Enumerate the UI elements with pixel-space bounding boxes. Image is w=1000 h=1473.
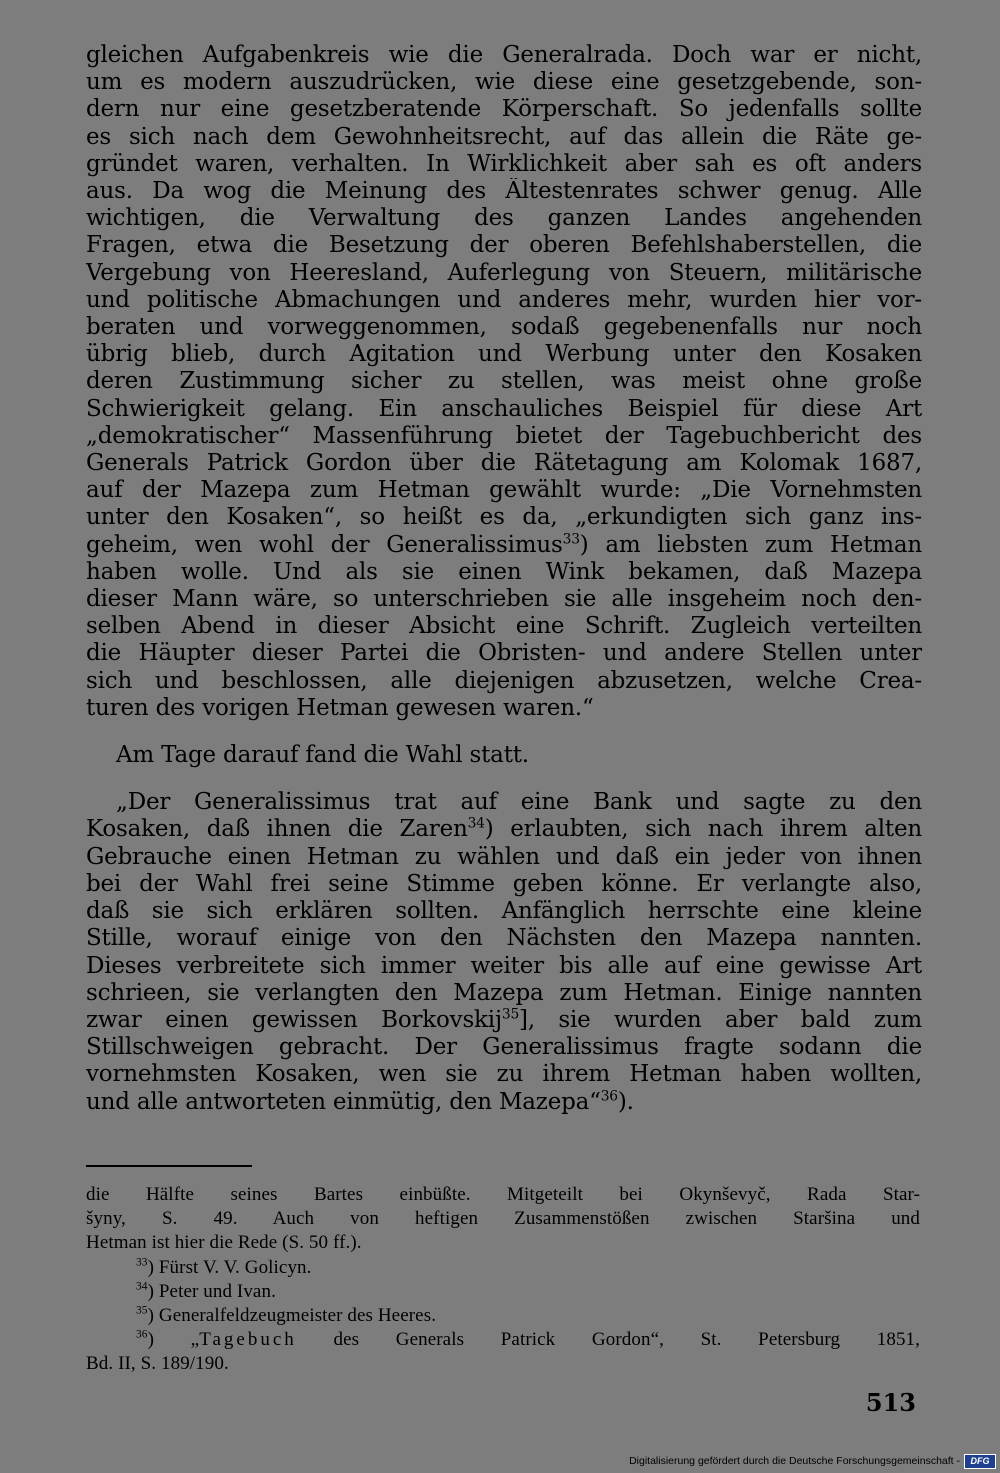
- text-segment: ).: [617, 1088, 634, 1115]
- footnote-number: 36: [136, 1328, 148, 1341]
- text-line: vornehmsten Kosaken, wen sie zu ihrem Hetman haben wollten,: [86, 1061, 922, 1088]
- text-segment: ) erlaubten, sich nach ihrem alten: [484, 816, 922, 843]
- text-line: dern nur eine gesetzberatende Körperschaft. So jedenfalls sollte: [86, 96, 922, 123]
- text-line: selben Abend in dieser Absicht eine Schrift. Zugleich verteilten: [86, 613, 922, 640]
- text-line: [86, 816, 922, 843]
- text-line: [86, 532, 922, 559]
- text-line: turen des vorigen Hetman gewesen waren.“: [86, 694, 594, 721]
- text-line: Schwierigkeit gelang. Ein anschauliches Beispiel für diese Art: [86, 395, 922, 422]
- text-line: [86, 1089, 922, 1116]
- text-line: gründet waren, verhalten. In Wirklichkeit aber sah es oft anders: [86, 150, 922, 177]
- text-line: Stille, worauf einige von den Nächsten den Mazepa nannten.: [86, 925, 922, 952]
- text-line: unter den Kosaken“, so heißt es da, „erkundigten sich ganz ins-: [86, 504, 922, 531]
- footnote-line: šyny, S. 49. Auch von heftigen Zusammenstößen zwischen Staršina und: [86, 1208, 920, 1230]
- text-line: dieser Mann wäre, so unterschrieben sie alle insgeheim noch den-: [86, 586, 922, 613]
- text-segment: Kosaken, daß ihnen die Zaren: [86, 816, 468, 843]
- footnote-35: [86, 1304, 920, 1328]
- dfg-logo: DFG: [964, 1454, 996, 1469]
- text-line: deren Zustimmung sicher zu stellen, was meist ohne große: [86, 368, 922, 395]
- digitization-credit: [629, 1452, 996, 1470]
- text-segment: ], sie wurden aber bald zum: [519, 1006, 922, 1033]
- text-line: wichtigen, die Verwaltung des ganzen Landes angehenden: [86, 205, 922, 232]
- text-line: daß sie sich erklären sollten. Anfänglich herrschte eine kleine: [86, 898, 922, 925]
- text-line: auf der Mazepa zum Hetman gewählt wurde: „Die Vornehmsten: [86, 477, 922, 504]
- main-text: [86, 42, 922, 1116]
- footnote-33: [86, 1256, 920, 1280]
- text-line: Dieses verbreitete sich immer weiter bis alle auf eine gewisse Art: [86, 952, 922, 979]
- text-line: die Häupter dieser Partei die Obristen- und andere Stellen unter: [86, 640, 922, 667]
- text-line: haben wolle. Und als sie einen Wink bekamen, daß Mazepa: [86, 558, 922, 585]
- text-line: bei der Wahl frei seine Stimme geben könne. Er verlangte also,: [86, 870, 922, 897]
- text-line: Vergebung von Heeresland, Auferlegung von Steuern, militärische: [86, 259, 922, 286]
- footnote-text: ) Peter und Ivan.: [147, 1280, 276, 1302]
- text-segment: zwar einen gewissen Borkovskij: [86, 1006, 502, 1033]
- footnote-36: [86, 1328, 920, 1352]
- footnote-rule: [86, 1165, 252, 1167]
- text-segment: und alle antworteten einmütig, den Mazepa“: [86, 1088, 601, 1115]
- footnote-text-spaced: Tagebuch: [199, 1329, 297, 1351]
- text-line: um es modern auszudrücken, wie diese eine gesetzgebende, son-: [86, 69, 922, 96]
- text-line: Am Tage darauf fand die Wahl statt.: [116, 742, 529, 769]
- page-number: 513: [865, 1388, 916, 1417]
- footnote-ref-36[interactable]: 36: [600, 1088, 618, 1104]
- text-line: Generals Patrick Gordon über die Rätetagung am Kolomak 1687,: [86, 450, 922, 477]
- footnote-number: 34: [136, 1280, 148, 1293]
- footnote-ref-34[interactable]: 34: [467, 816, 485, 832]
- footnote-ref-35[interactable]: 35: [501, 1006, 520, 1023]
- footnote-text: ) „: [147, 1329, 200, 1351]
- footnote-34: [86, 1280, 920, 1304]
- footnote-ref-33[interactable]: 33: [562, 531, 580, 547]
- paragraph-1: [86, 42, 922, 722]
- text-line: Stillschweigen gebracht. Der Generalissimus fragte sodann die: [86, 1034, 922, 1061]
- footnote-line: Bd. II, S. 189/190.: [86, 1353, 229, 1375]
- text-line: gleichen Aufgabenkreis wie die Generalrada. Doch war er nicht,: [86, 42, 922, 68]
- text-line: es sich nach dem Gewohnheitsrecht, auf das allein die Räte ge-: [86, 123, 922, 150]
- text-line: beraten und vorweggenommen, sodaß gegebenenfalls nur noch: [86, 314, 922, 341]
- text-line: „Der Generalissimus trat auf eine Bank und sagte zu den: [116, 789, 922, 816]
- footnote-text: des Generals Patrick Gordon“, St. Petersburg 1851,: [296, 1329, 920, 1351]
- text-line: und politische Abmachungen und anderes mehr, wurden hier vor-: [86, 286, 922, 313]
- text-segment: ) am liebsten zum Hetman: [579, 531, 922, 558]
- text-line: „demokratischer“ Massenführung bietet der Tagebuchbericht des: [86, 422, 922, 449]
- text-line: Gebrauche einen Hetman zu wählen und daß ein jeder von ihnen: [86, 843, 922, 870]
- text-line: aus. Da wog die Meinung des Ältestenrates schwer genug. Alle: [86, 178, 922, 205]
- text-line: schrieen, sie verlangten den Mazepa zum Hetman. Einige nannten: [86, 979, 922, 1006]
- footnote-number: 35: [136, 1304, 148, 1317]
- text-line: übrig blieb, durch Agitation und Werbung unter den Kosaken: [86, 341, 922, 368]
- text-line: sich und beschlossen, alle diejenigen abzusetzen, welche Crea-: [86, 667, 922, 694]
- text-segment: geheim, wen wohl der Generalissimus: [86, 531, 563, 558]
- footnotes: [86, 1183, 920, 1377]
- footnote-line: Hetman ist hier die Rede (S. 50 ff.).: [86, 1232, 362, 1254]
- text-line: Fragen, etwa die Besetzung der oberen Befehlshaberstellen, die: [86, 232, 922, 259]
- paragraph-3: [86, 789, 922, 1115]
- footnote-number: 33: [136, 1256, 148, 1269]
- footnote-text: ) Generalfeldzeugmeister des Heeres.: [147, 1305, 437, 1327]
- footnote-line: die Hälfte seines Bartes einbüßte. Mitgeteilt bei Okynševyč, Rada Star-: [86, 1184, 920, 1205]
- paragraph-2: [86, 742, 922, 769]
- credit-text: Digitalisierung gefördert durch die Deutsche Forschungsgemeinschaft -: [629, 1455, 960, 1467]
- footnote-text: ) Fürst V. V. Golicyn.: [147, 1256, 312, 1278]
- text-line: [86, 1007, 922, 1034]
